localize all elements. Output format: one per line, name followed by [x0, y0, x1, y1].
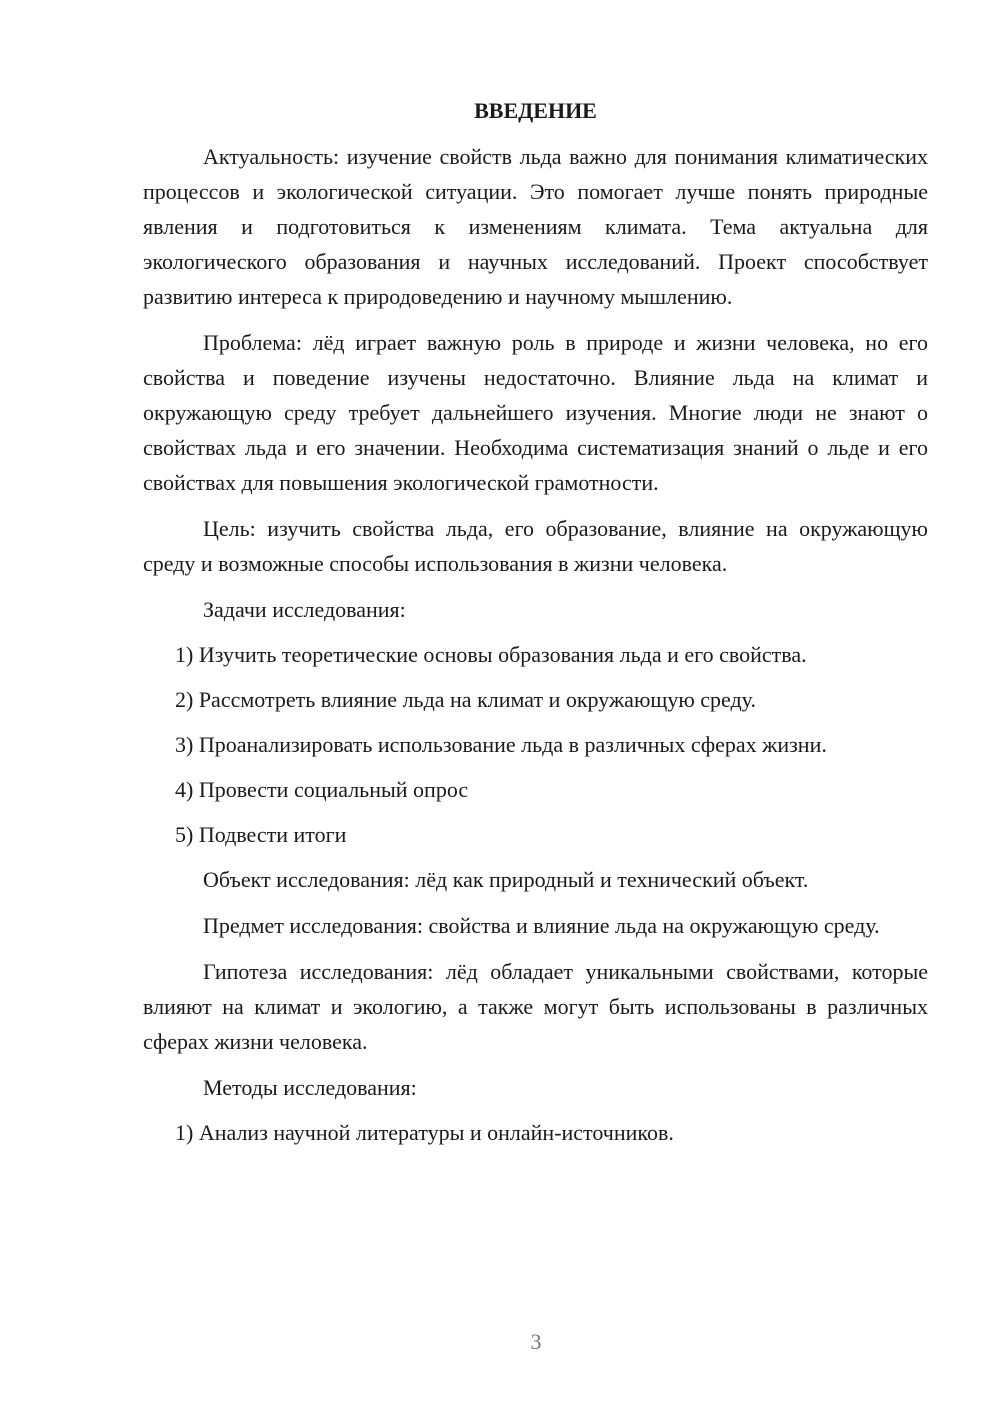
page-title: ВВЕДЕНИЕ [474, 98, 597, 123]
goal-paragraph: Цель: изучить свойства льда, его образование, влияние на окружающую среду и возможные способы использования в жизни человека. [143, 516, 928, 576]
hypothesis-paragraph: Гипотеза исследования: лёд обладает уникальными свойствами, которые влияют на климат и экологию, а также могут быть использованы в различных сферах жизни человека. [143, 959, 928, 1054]
relevance-paragraph: Актуальность: изучение свойств льда важно для понимания климатических процессов и экологической ситуации. Это помогает лучше понять природные явления и подготовиться к изменениям климата. Тема актуальна для экологического образования и научных исследований. Проект способствует развитию интереса к природоведению и научному мышлению. [143, 144, 928, 309]
task-item: 3) Проанализировать использование льда в различных сферах жизни. [175, 732, 827, 757]
task-item: 2) Рассмотреть влияние льда на климат и окружающую среду. [175, 687, 756, 712]
page-number: 3 [530, 1329, 542, 1354]
problem-paragraph: Проблема: лёд играет важную роль в природе и жизни человека, но его свойства и поведение изучены недостаточно. Влияние льда на климат и окружающую среду требует дальнейшего изучения. Многие люди не знают о свойствах льда и его значении. Необходима систематизация знаний о льде и его свойствах для повышения экологической грамотности. [143, 330, 928, 495]
document-page [143, 96, 928, 1160]
method-item: 1) Анализ научной литературы и онлайн-источников. [175, 1120, 674, 1145]
subject-paragraph: Предмет исследования: свойства и влияние льда на окружающую среду. [203, 913, 880, 938]
task-item: 1) Изучить теоретические основы образования льда и его свойства. [175, 642, 807, 667]
tasks-heading: Задачи исследования: [203, 597, 406, 622]
methods-heading: Методы исследования: [203, 1075, 417, 1100]
object-paragraph: Объект исследования: лёд как природный и технический объект. [203, 867, 809, 892]
task-item: 5) Подвести итоги [175, 822, 347, 847]
task-item: 4) Провести социальный опрос [175, 777, 469, 802]
